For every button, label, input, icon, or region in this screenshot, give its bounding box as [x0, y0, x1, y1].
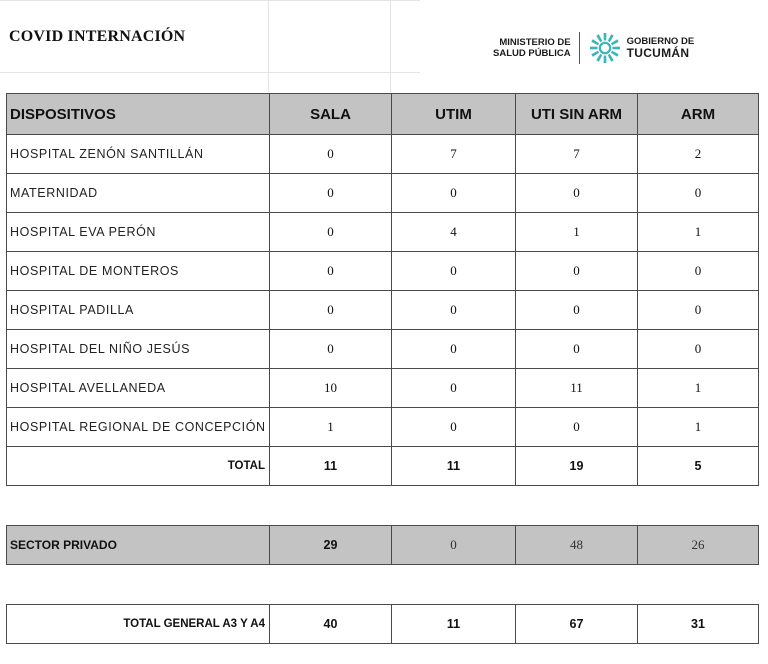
- privado-arm: 26: [638, 526, 759, 565]
- total-general-sala: 40: [270, 605, 392, 644]
- column-header-arm: ARM: [638, 94, 759, 135]
- tucuman-sun-icon: [587, 30, 623, 66]
- hospital-name: HOSPITAL AVELLANEDA: [7, 369, 270, 408]
- gov-line1: GOBIERNO DE: [626, 36, 695, 47]
- arm-value: 0: [638, 252, 759, 291]
- total-general-utim: 11: [392, 605, 516, 644]
- spacer-cell: [638, 565, 759, 605]
- hospital-name: HOSPITAL EVA PERÓN: [7, 213, 270, 252]
- sala-value: 10: [270, 369, 392, 408]
- utim-value: 0: [392, 330, 516, 369]
- grid-line: [268, 0, 269, 92]
- total-utim: 11: [392, 447, 516, 486]
- table-row: [7, 291, 759, 330]
- government-logo: [493, 30, 694, 66]
- spacer-cell: [392, 565, 516, 605]
- hospital-name: HOSPITAL REGIONAL DE CONCEPCIÓN: [7, 408, 270, 447]
- arm-value: 2: [638, 135, 759, 174]
- sala-value: 0: [270, 330, 392, 369]
- column-header-dispositivos: DISPOSITIVOS: [7, 94, 270, 135]
- table-header-row: [7, 94, 759, 135]
- table-row: [7, 213, 759, 252]
- hospital-name: HOSPITAL PADILLA: [7, 291, 270, 330]
- utim-value: 0: [392, 291, 516, 330]
- uti-sin-arm-value: 11: [516, 369, 638, 408]
- total-general-row: [7, 605, 759, 644]
- arm-value: 0: [638, 174, 759, 213]
- sala-value: 0: [270, 291, 392, 330]
- table-row: [7, 369, 759, 408]
- utim-value: 4: [392, 213, 516, 252]
- uti-sin-arm-value: 0: [516, 252, 638, 291]
- spacer-row: [7, 565, 759, 605]
- table-row: [7, 408, 759, 447]
- spacer-cell: [638, 486, 759, 526]
- utim-value: 0: [392, 369, 516, 408]
- utim-value: 0: [392, 252, 516, 291]
- ministry-line1: MINISTERIO DE: [499, 37, 571, 48]
- spacer-cell: [516, 565, 638, 605]
- internacion-table: [6, 93, 759, 644]
- sala-value: 0: [270, 174, 392, 213]
- total-general-label: TOTAL GENERAL A3 Y A4: [7, 605, 270, 644]
- table-row: [7, 174, 759, 213]
- spacer-cell: [392, 486, 516, 526]
- total-uti-sin-arm: 19: [516, 447, 638, 486]
- arm-value: 0: [638, 291, 759, 330]
- uti-sin-arm-value: 0: [516, 291, 638, 330]
- ministry-line2: SALUD PÚBLICA: [493, 48, 571, 59]
- utim-value: 0: [392, 408, 516, 447]
- uti-sin-arm-value: 1: [516, 213, 638, 252]
- privado-sala: 29: [270, 526, 392, 565]
- sector-privado-label: SECTOR PRIVADO: [7, 526, 270, 565]
- table-row: [7, 330, 759, 369]
- grid-line: [390, 0, 391, 92]
- table-row: [7, 252, 759, 291]
- spacer-cell: [270, 565, 392, 605]
- spacer-row: [7, 486, 759, 526]
- utim-value: 0: [392, 174, 516, 213]
- sala-value: 0: [270, 252, 392, 291]
- hospital-name: HOSPITAL DEL NIÑO JESÚS: [7, 330, 270, 369]
- table-row: [7, 135, 759, 174]
- uti-sin-arm-value: 0: [516, 408, 638, 447]
- arm-value: 1: [638, 408, 759, 447]
- spacer-cell: [7, 486, 270, 526]
- sector-privado-row: [7, 526, 759, 565]
- gov-line2: TUCUMÁN: [626, 46, 690, 60]
- spacer-cell: [270, 486, 392, 526]
- total-general-uti-sin-arm: 67: [516, 605, 638, 644]
- total-sala: 11: [270, 447, 392, 486]
- hospital-name: MATERNIDAD: [7, 174, 270, 213]
- government-label: [627, 36, 695, 60]
- sala-value: 1: [270, 408, 392, 447]
- column-header-uti-sin-arm: UTI SIN ARM: [516, 94, 638, 135]
- page-title: COVID INTERNACIÓN: [9, 28, 186, 45]
- sala-value: 0: [270, 135, 392, 174]
- sala-value: 0: [270, 213, 392, 252]
- utim-value: 7: [392, 135, 516, 174]
- uti-sin-arm-value: 0: [516, 174, 638, 213]
- grid-line: [0, 72, 420, 73]
- total-arm: 5: [638, 447, 759, 486]
- total-row: [7, 447, 759, 486]
- column-header-sala: SALA: [270, 94, 392, 135]
- arm-value: 0: [638, 330, 759, 369]
- spacer-cell: [7, 565, 270, 605]
- total-label: TOTAL: [7, 447, 270, 486]
- grid-line: [0, 0, 420, 1]
- total-general-arm: 31: [638, 605, 759, 644]
- hospital-name: HOSPITAL ZENÓN SANTILLÁN: [7, 135, 270, 174]
- spacer-cell: [516, 486, 638, 526]
- uti-sin-arm-value: 7: [516, 135, 638, 174]
- arm-value: 1: [638, 213, 759, 252]
- arm-value: 1: [638, 369, 759, 408]
- uti-sin-arm-value: 0: [516, 330, 638, 369]
- privado-utim: 0: [392, 526, 516, 565]
- ministry-label: [493, 37, 571, 59]
- logo-divider: [579, 32, 580, 64]
- column-header-utim: UTIM: [392, 94, 516, 135]
- privado-uti-sin-arm: 48: [516, 526, 638, 565]
- hospital-name: HOSPITAL DE MONTEROS: [7, 252, 270, 291]
